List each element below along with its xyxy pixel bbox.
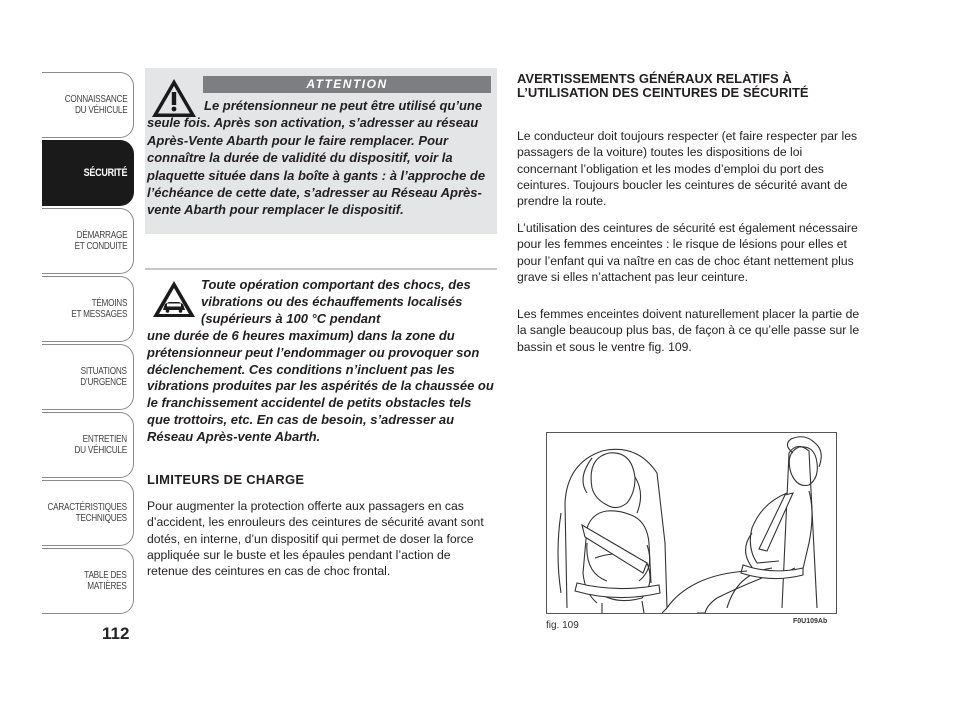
tab-connaissance-vehicule[interactable] bbox=[42, 72, 134, 138]
caution-text-rest: une durée de 6 heures maximum) dans la zone du prétensionneur peut l’endommager ou provoquer son déclenchement. Ces conditions n’incluent pas les vibrations produites par les aspérités de la chaussée ou le franchissement accidentel de petits obstacles tels que trottoirs, etc. En cas de besoin, s’adresser au Réseau Après-vente Abarth. bbox=[147, 327, 494, 445]
divider bbox=[145, 268, 497, 270]
tab-label: SÉCURITÉ bbox=[83, 166, 127, 179]
chapter-tabs bbox=[42, 72, 134, 616]
tab-entretien-vehicule[interactable] bbox=[42, 412, 134, 478]
tab-securite[interactable] bbox=[42, 140, 134, 206]
paragraph-2: L’utilisation des ceintures de sécurité est également nécessaire pour les femmes enceintes : le risque de lésions pour elles et pour l’enfant qui va naître en cas de choc étant nettement plus grave si elles n’attachent pas leur ceinture. bbox=[517, 221, 858, 284]
tab-caracteristiques-techniques[interactable] bbox=[42, 480, 134, 546]
section-title-avertissements: AVERTISSEMENTS GÉNÉRAUX RELATIFS À L’UTILISATION DES CEINTURES DE SÉCURITÉ bbox=[517, 71, 809, 101]
page-number: 112 bbox=[102, 624, 130, 643]
paragraph-1: Le conducteur doit toujours respecter (et faire respecter par les passagers de la voiture) toutes les dispositions de loi concernant l’obligation et les modes d’emploi du port des ceintures. Toujours boucler les ceintures de sécurité avant de prendre la route. bbox=[517, 129, 858, 209]
warning-heading: ATTENTION bbox=[203, 76, 491, 93]
tab-label: CONNAISSANCE DU VÉHICULE bbox=[64, 94, 127, 116]
warning-text: Le prétensionneur ne peut être utilisé qu’une seule fois. Après son activation, s’adresser au réseau Après-Vente Abarth pour le faire remplacer. Pour connaître la durée de validité du dispositif, voir la plaquette située dans la boîte à gants : à l’approche de l’échéance de cette date, s’adresser au Réseau Après-vente Abarth pour remplacer le dispositif. bbox=[147, 98, 486, 218]
tab-label: SITUATIONS D’URGENCE bbox=[80, 366, 127, 388]
section-title-limiteurs: LIMITEURS DE CHARGE bbox=[147, 472, 305, 487]
limiteurs-paragraph: Pour augmenter la protection offerte aux passagers en cas d’accident, les enrouleurs des ceintures de sécurité avant sont dotés, en interne, d’un dispositif qui permet de doser la force appliquée sur le buste et les épaules pendant l’action de retenue des ceintures en cas de choc frontal. bbox=[147, 499, 484, 579]
tab-label: DÉMARRAGE ET CONDUITE bbox=[74, 230, 127, 252]
tab-label: ENTRETIEN DU VÉHICULE bbox=[74, 434, 127, 456]
figure-109 bbox=[546, 432, 837, 614]
tab-table-matieres[interactable] bbox=[42, 548, 134, 614]
seatbelt-illustration bbox=[547, 433, 836, 613]
figure-code: F0U109Ab bbox=[793, 618, 828, 625]
figure-caption: fig. 109 bbox=[546, 620, 579, 631]
tab-temoins-messages[interactable] bbox=[42, 276, 134, 342]
tab-label: TABLE DES MATIÈRES bbox=[84, 570, 127, 592]
tab-label: CARACTÉRISTIQUES TECHNIQUES bbox=[47, 502, 127, 524]
paragraph-3: Les femmes enceintes doivent naturellement placer la partie de la sangle beaucoup plus bas, de façon à ce qu’elle passe sur le bassin et sous le ventre fig. 109. bbox=[517, 307, 860, 354]
tab-label: TÉMOINS ET MESSAGES bbox=[71, 298, 127, 320]
caution-text bbox=[147, 277, 497, 446]
caution-text-indented: Toute opération comportant des chocs, des vibrations ou des échauffements localisés (supérieurs à 100 °C pendant bbox=[201, 277, 471, 326]
tab-situations-urgence[interactable] bbox=[42, 344, 134, 410]
tab-demarrage-conduite[interactable] bbox=[42, 208, 134, 274]
